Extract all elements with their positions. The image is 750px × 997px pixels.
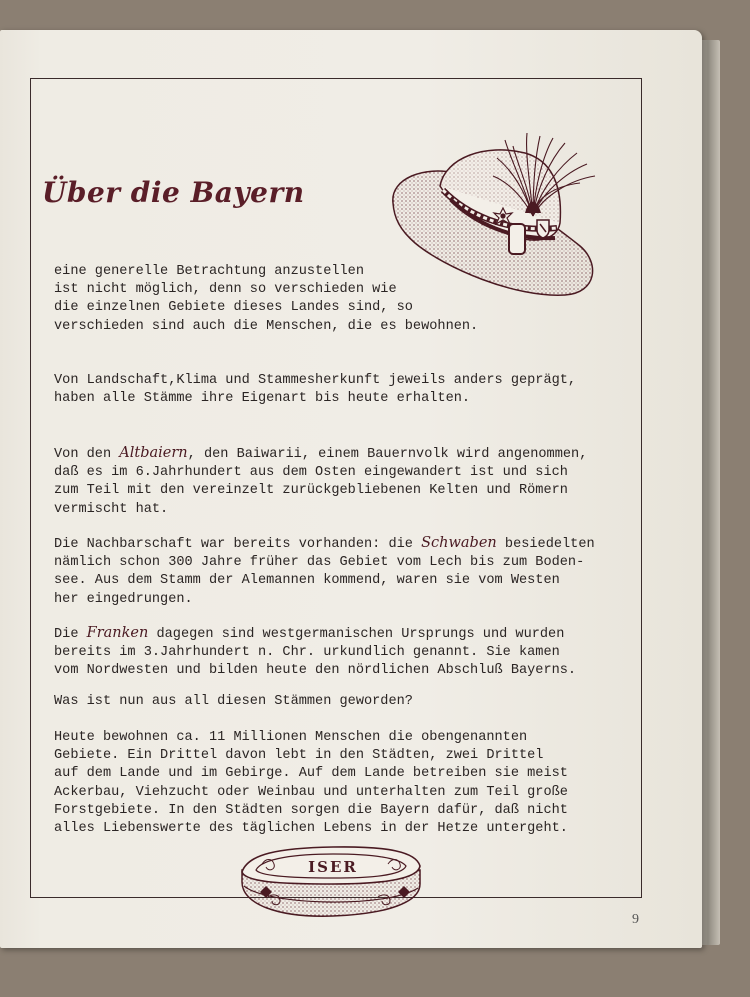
- text-line: [54, 554, 644, 572]
- text-segment: die einzelnen Gebiete dieses Landes sind, so: [54, 300, 413, 316]
- paragraph-intro: [54, 263, 644, 336]
- page-title: Über die Bayern: [42, 176, 305, 209]
- text-line: [54, 784, 644, 802]
- text-line: [54, 318, 644, 336]
- tribe-name-highlight: Altbaiern: [119, 445, 188, 461]
- text-segment: her eingedrungen.: [54, 591, 193, 607]
- text-line: [54, 299, 644, 317]
- text-line: [54, 662, 644, 680]
- text-segment: , den Baiwarii, einem Bauernvolk wird angenommen,: [187, 447, 588, 462]
- text-line: [54, 501, 644, 519]
- paragraph-schwaben: [54, 534, 644, 609]
- text-line: [54, 534, 644, 554]
- text-line: [54, 820, 644, 838]
- text-segment: zum Teil mit den vereinzelt zurückgebliebenen Kelten und Römern: [54, 483, 568, 499]
- text-line: [54, 390, 644, 408]
- text-segment: see. Aus dem Stamm der Alemannen kommend, waren sie vom Westen: [54, 573, 560, 589]
- text-segment: Ackerbau, Viehzucht oder Weinbau und unterhalten zum Teil große: [54, 784, 568, 800]
- text-segment: nämlich schon 300 Jahre früher das Gebiet vom Lech bis zum Boden-: [54, 555, 585, 571]
- text-segment: auf dem Lande und im Gebirge. Auf dem Lande betreiben sie meist: [54, 766, 568, 782]
- text-segment: Die Nachbarschaft war bereits vorhanden: die: [54, 537, 422, 552]
- paragraph-landscape: [54, 372, 644, 408]
- text-segment: dagegen sind westgermanischen Ursprungs und wurden: [148, 627, 565, 642]
- text-segment: Gebiete. Ein Drittel davon lebt in den Städten, zwei Drittel: [54, 748, 544, 764]
- text-line: [54, 281, 644, 299]
- text-segment: besiedelten: [496, 537, 595, 552]
- paragraph-franken: [54, 624, 644, 681]
- text-line: [54, 591, 644, 609]
- text-segment: Von Landschaft,Klima und Stammesherkunft jeweils anders geprägt,: [54, 373, 577, 388]
- paragraph-altbaiern: [54, 444, 644, 519]
- text-line: [54, 464, 644, 482]
- text-line: [54, 802, 644, 820]
- text-segment: vom Nordwesten und bilden heute den nördlichen Abschluß Bayerns.: [54, 663, 577, 679]
- text-segment: Heute bewohnen ca. 11 Millionen Menschen die obengenannten: [54, 730, 528, 745]
- text-line: [54, 572, 644, 590]
- text-segment: verschieden sind auch die Menschen, die es bewohnen.: [54, 318, 479, 334]
- text-line: [54, 263, 644, 281]
- text-segment: Was ist nun aus all diesen Stämmen geworden?: [54, 694, 413, 709]
- text-segment: Forstgebiete. In den Städten sorgen die Bayern dafür, daß nicht: [54, 802, 568, 818]
- text-line: [54, 765, 644, 783]
- box-lettering: ISER: [308, 858, 358, 876]
- page-number: 9: [632, 912, 639, 927]
- text-segment: Die: [54, 627, 87, 642]
- text-line: [54, 444, 644, 464]
- text-segment: haben alle Stämme ihre Eigenart bis heute erhalten.: [54, 391, 471, 407]
- paragraph-today: [54, 729, 644, 838]
- text-segment: vermischt hat.: [54, 501, 169, 517]
- paragraph-question: [54, 693, 644, 711]
- text-segment: eine generelle Betrachtung anzustellen: [54, 264, 364, 279]
- text-segment: daß es im 6.Jahrhundert aus dem Osten eingewandert ist und sich: [54, 465, 568, 481]
- text-line: [54, 747, 644, 765]
- text-line: [54, 372, 644, 390]
- carved-snuff-box-icon: [238, 842, 428, 922]
- text-segment: alles Liebenswerte des täglichen Lebens in der Hetze untergeht.: [54, 821, 568, 837]
- text-line: [54, 482, 644, 500]
- text-segment: bereits im 3.Jahrhundert n. Chr. urkundlich genannt. Sie kamen: [54, 645, 560, 661]
- text-line: [54, 624, 644, 644]
- text-line: [54, 693, 644, 711]
- tribe-name-highlight: Schwaben: [421, 535, 497, 551]
- text-line: [54, 644, 644, 662]
- text-segment: Von den: [54, 447, 120, 462]
- text-line: [54, 729, 644, 747]
- text-segment: ist nicht möglich, denn so verschieden wie: [54, 282, 397, 298]
- tribe-name-highlight: Franken: [86, 625, 149, 641]
